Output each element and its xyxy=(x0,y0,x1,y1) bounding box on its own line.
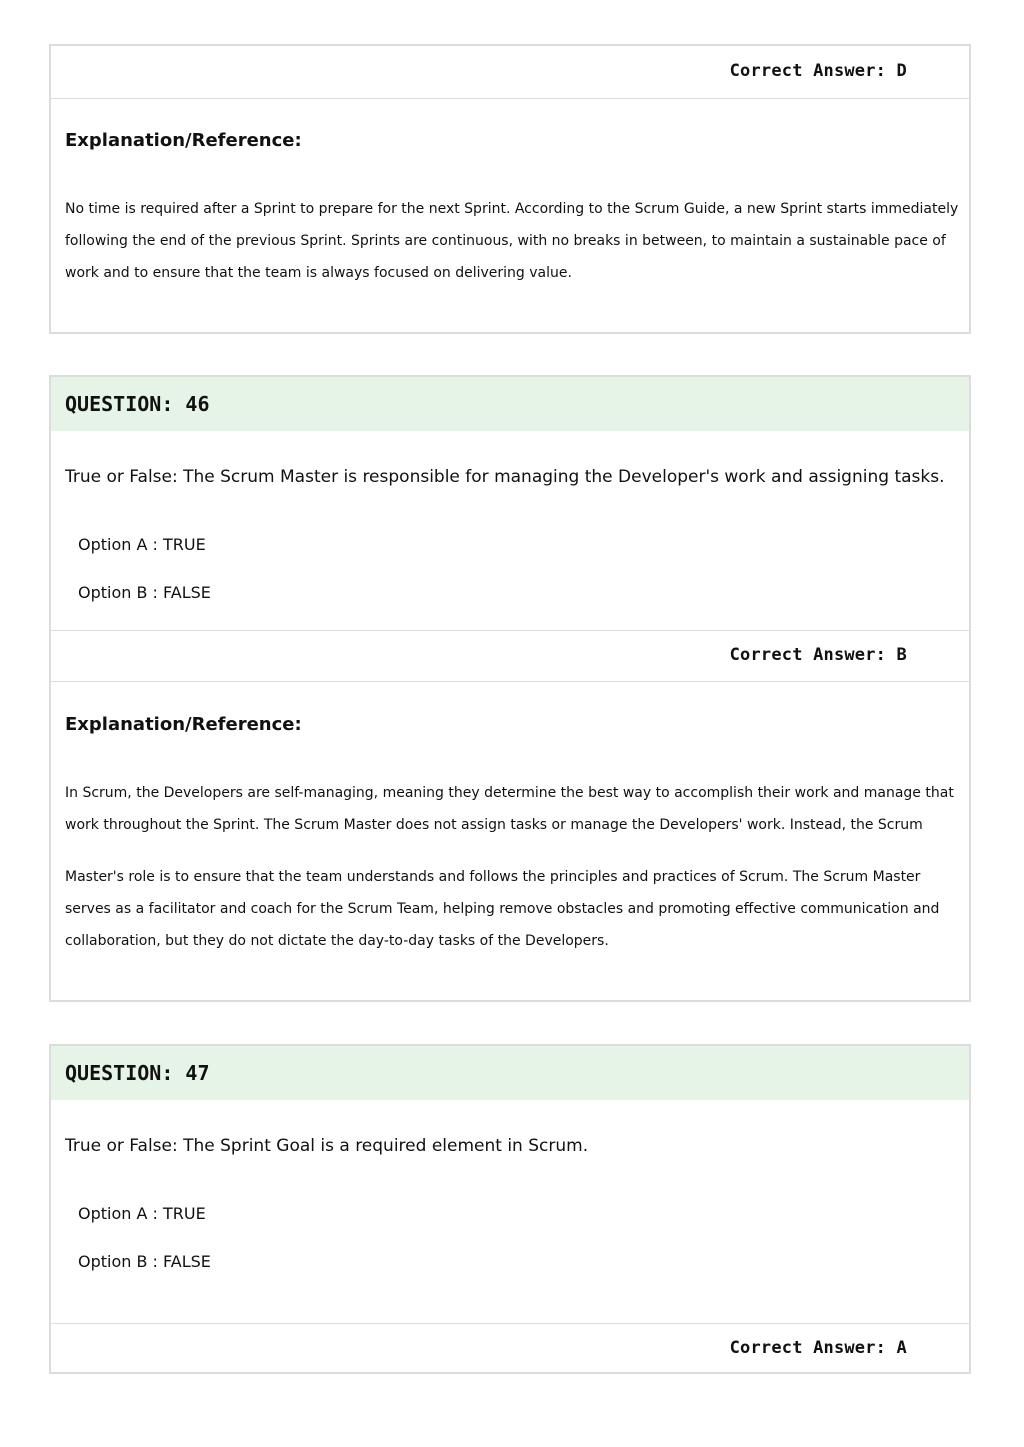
explanation-line: serves as a facilitator and coach for the Scrum Team, helping remove obstacles and promoting effective communication and xyxy=(65,901,940,917)
option-b: Option B : FALSE xyxy=(78,583,211,602)
question-title: QUESTION: 47 xyxy=(65,1061,210,1085)
explanation-line: No time is required after a Sprint to prepare for the next Sprint. According to the Scrum Guide, a new Sprint starts immediately xyxy=(65,201,959,217)
explanation-title: Explanation/Reference: xyxy=(65,130,302,151)
question-45-answer-card xyxy=(49,44,971,334)
explanation-text xyxy=(65,777,960,957)
answer-row xyxy=(51,1323,969,1374)
answer-row xyxy=(51,46,969,99)
question-header xyxy=(51,377,969,431)
question-text: True or False: The Scrum Master is responsible for managing the Developer's work and assigning tasks. xyxy=(65,467,945,487)
explanation-line: collaboration, but they do not dictate the day-to-day tasks of the Developers. xyxy=(65,933,609,949)
explanation-line: Master's role is to ensure that the team understands and follows the principles and practices of Scrum. The Scrum Master xyxy=(65,869,921,885)
correct-answer: Correct Answer: A xyxy=(729,1338,907,1358)
question-47-card xyxy=(49,1044,971,1374)
explanation-line: work throughout the Sprint. The Scrum Master does not assign tasks or manage the Developers' work. Instead, the Scrum xyxy=(65,817,923,833)
explanation-text xyxy=(65,193,960,289)
option-a: Option A : TRUE xyxy=(78,535,206,554)
explanation-line: following the end of the previous Sprint. Sprints are continuous, with no breaks in between, to maintain a sustainable pace of xyxy=(65,233,946,249)
question-text: True or False: The Sprint Goal is a required element in Scrum. xyxy=(65,1136,589,1156)
explanation-title: Explanation/Reference: xyxy=(65,714,302,735)
question-46-card xyxy=(49,375,971,1002)
option-b: Option B : FALSE xyxy=(78,1252,211,1271)
answer-row xyxy=(51,630,969,682)
correct-answer: Correct Answer: B xyxy=(729,645,907,665)
correct-answer: Correct Answer: D xyxy=(729,61,907,81)
explanation-line: In Scrum, the Developers are self-managing, meaning they determine the best way to accomplish their work and manage that xyxy=(65,785,954,801)
explanation-line: work and to ensure that the team is always focused on delivering value. xyxy=(65,265,572,281)
question-title: QUESTION: 46 xyxy=(65,392,210,416)
option-a: Option A : TRUE xyxy=(78,1204,206,1223)
question-header xyxy=(51,1046,969,1100)
